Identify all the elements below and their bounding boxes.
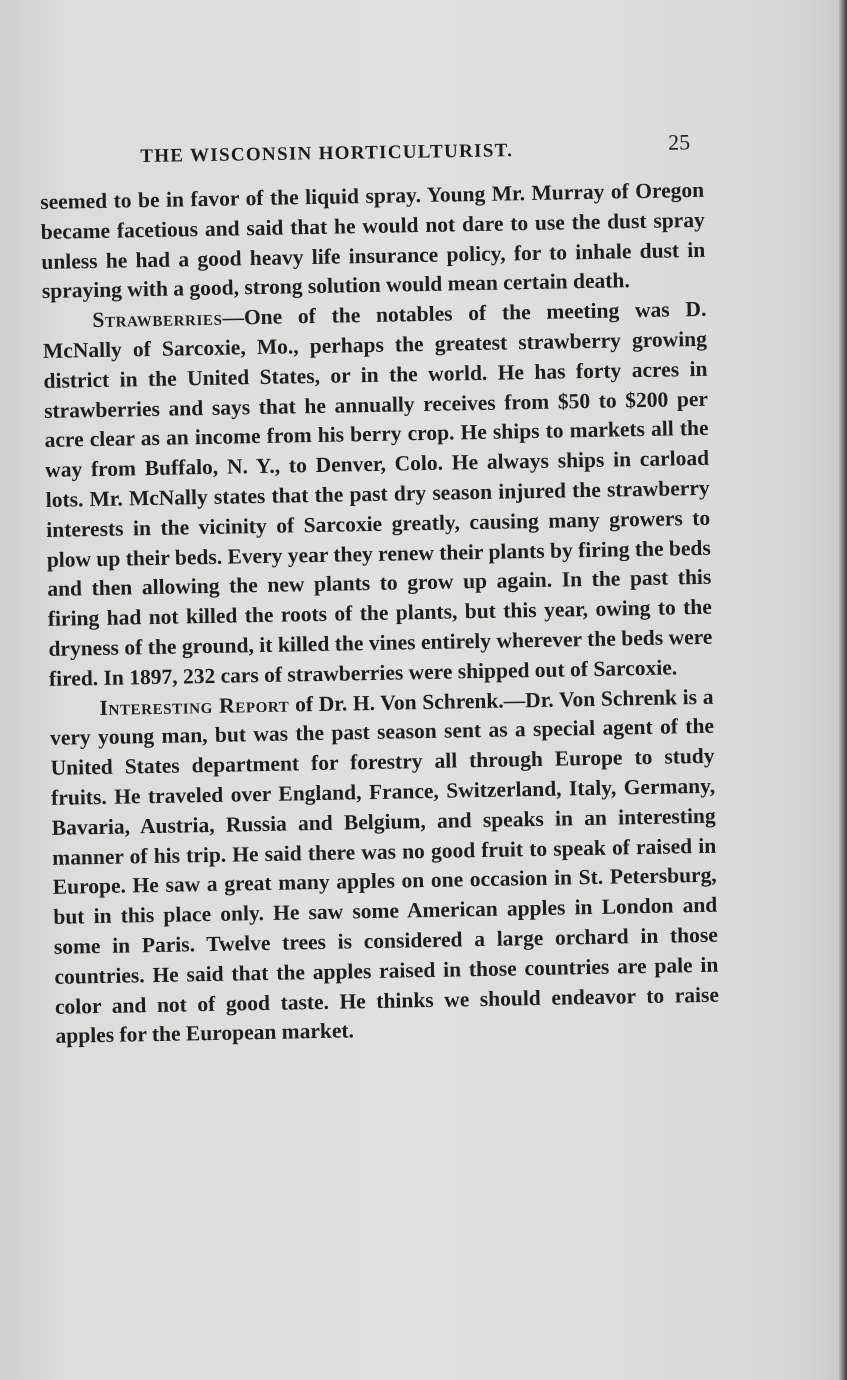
page-binding-edge: [839, 0, 847, 1380]
paragraph-liquid-spray: [40, 176, 706, 307]
section-heading-interesting-report: Interesting Report: [99, 692, 290, 720]
paragraph-text: of Dr. H. Von Schrenk.—Dr. Von Schrenk is a very young man, but was the past season sent as a special agent of the United States department for forestry all through Europe to study fruits. He traveled over England, France, Switzerland, Italy, Germany, Bavaria, Austria, Russia and Belgium, and speaks in an interesting manner of his trip. He said there was no good fruit to speak of raised in Europe. He saw a great many apples on one occasion in St. Petersburg, but in this place only. He saw some American apples in London and some in Paris. Twelve trees is considered a large orchard in those countries. He said that the apples raised in those countries are pale in color and not of good taste. He thinks we should endeavor to raise apples for the European market.: [49, 684, 720, 1049]
section-heading-strawberries: Strawberries: [92, 305, 223, 333]
page-header: [140, 129, 700, 172]
page-number: 25: [667, 129, 691, 155]
paragraph-strawberries: [42, 295, 713, 694]
paragraph-text: seemed to be in favor of the liquid spray. Young Mr. Murray of Oregon became facetious and said that he would not dare to use the dust spray unless he had a good heavy life insurance policy, for to inhale dust in spraying with a good, strong solution would mean certain death.: [40, 177, 706, 304]
running-head: THE WISCONSIN HORTICULTURIST.: [140, 140, 514, 167]
body-text: [40, 176, 720, 1052]
paragraph-interesting-report: [49, 682, 719, 1052]
paragraph-text: —One of the notables of the meeting was D. McNally of Sarcoxie, Mo., perhaps the greatest strawberry growing district in the United States, or in the world. He has forty acres in strawberries and says that he annually receives from $50 to $200 per acre clear as an income from his berry crop. He ships to markets all the way from Buffalo, N. Y., to Denver, Colo. He always ships in carload lots. Mr. McNally states that the past dry season injured the strawberry interests in the vicinity of Sarcoxie greatly, causing many growers to plow up their beds. Every year they renew their plants by firing the beds and then allowing the new plants to grow up again. In the past this firing had not killed the roots of the plants, but this year, owing to the dryness of the ground, it killed the vines entirely wherever the beds were fired. In 1897, 232 cars of strawberries were shipped out of Sarcoxie.: [42, 296, 713, 691]
